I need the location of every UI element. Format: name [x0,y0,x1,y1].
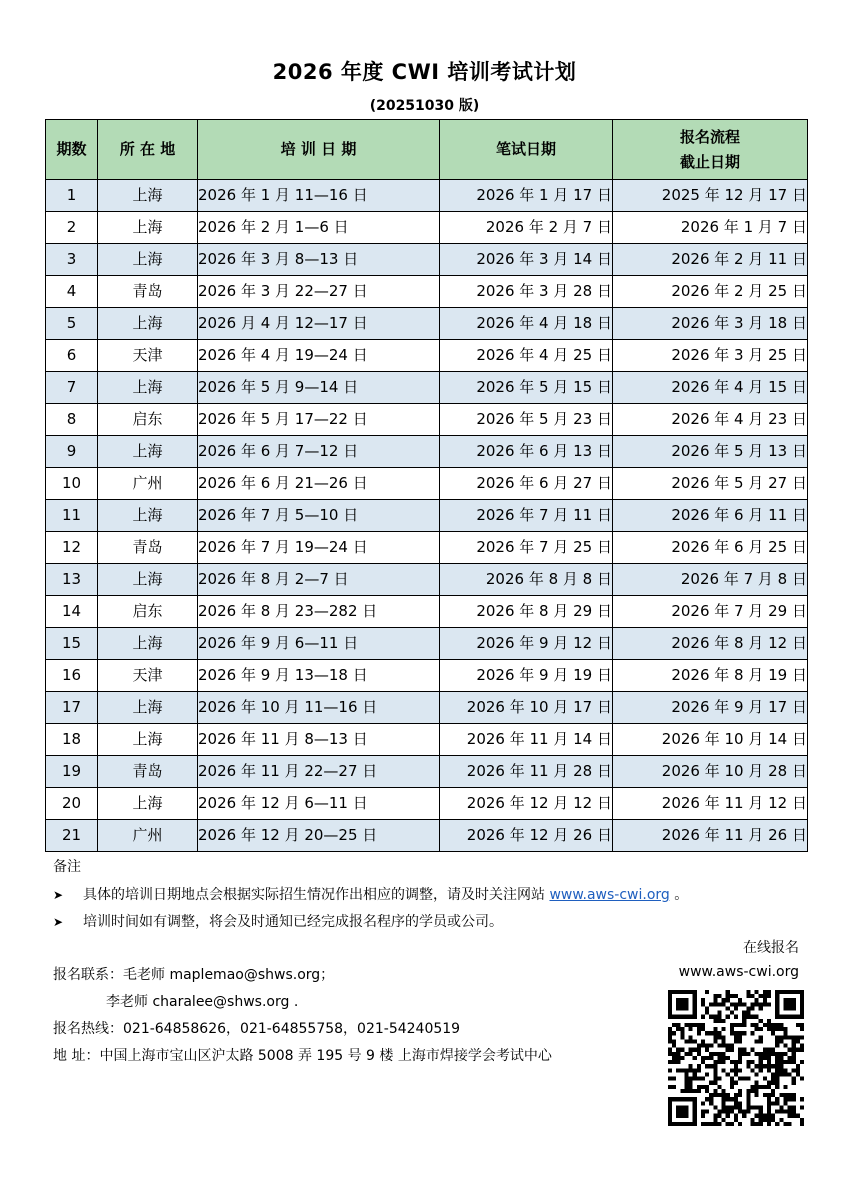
cell-deadline: 2026 年 11 月 26 日 [613,820,808,852]
cell-deadline: 2026 年 4 月 15 日 [613,372,808,404]
note-text: 具体的培训日期地点会根据实际招生情况作出相应的调整，请及时关注网站 [83,887,550,903]
cell-period: 15 [46,628,98,660]
table-row [46,564,808,596]
cell-deadline: 2026 年 5 月 13 日 [613,436,808,468]
cell-period: 19 [46,756,98,788]
table-row [46,820,808,852]
table-row [46,404,808,436]
table-row [46,692,808,724]
contact-line-2: 李老师 charalee@shws.org . [106,994,299,1010]
cell-deadline: 2026 年 5 月 27 日 [613,468,808,500]
table-row [46,276,808,308]
cell-training-date: 2026 年 5 月 9—14 日 [198,372,440,404]
cell-period: 20 [46,788,98,820]
cell-period: 13 [46,564,98,596]
table-row [46,468,808,500]
document-title: 2026 年度 CWI 培训考试计划 [272,60,577,84]
cell-training-date: 2026 年 12 月 6—11 日 [198,788,440,820]
cell-location: 青岛 [98,532,198,564]
cell-location: 上海 [98,244,198,276]
schedule-table [45,119,808,852]
online-registration-site: www.aws-cwi.org [678,964,799,980]
website-link[interactable]: www.aws-cwi.org [549,887,670,903]
cell-deadline: 2026 年 6 月 25 日 [613,532,808,564]
hotline: 报名热线：021-64858626，021-64855758，021-54240519 [53,1021,461,1037]
cell-location: 天津 [98,340,198,372]
table-body [46,180,808,852]
cell-location: 上海 [98,436,198,468]
cell-training-date: 2026 年 9 月 6—11 日 [198,628,440,660]
cell-location: 上海 [98,180,198,212]
notes-title: 备注 [53,859,81,875]
cell-deadline: 2026 年 7 月 8 日 [613,564,808,596]
cell-period: 16 [46,660,98,692]
cell-exam-date: 2026 年 4 月 25 日 [440,340,613,372]
cell-period: 17 [46,692,98,724]
table-row [46,212,808,244]
cell-exam-date: 2026 年 6 月 13 日 [440,436,613,468]
cell-training-date: 2026 年 4 月 19—24 日 [198,340,440,372]
header-training-date: 培 训 日 期 [198,120,440,180]
header-location: 所 在 地 [98,120,198,180]
cell-location: 上海 [98,212,198,244]
cell-training-date: 2026 年 7 月 5—10 日 [198,500,440,532]
cell-period: 9 [46,436,98,468]
address-text: 中国上海市宝山区沪太路 5008 弄 195 号 9 楼 上海市焊接学会考试中心 [99,1048,552,1064]
note-tail: 。 [669,887,689,903]
cell-deadline: 2026 年 2 月 11 日 [613,244,808,276]
cell-exam-date: 2026 年 2 月 7 日 [440,212,613,244]
cell-exam-date: 2026 年 3 月 28 日 [440,276,613,308]
cell-exam-date: 2026 年 8 月 29 日 [440,596,613,628]
address-label: 地 址： [53,1048,100,1064]
table-row [46,628,808,660]
cell-exam-date: 2026 年 3 月 14 日 [440,244,613,276]
online-registration-label: 在线报名 [743,940,799,956]
cell-deadline: 2026 年 8 月 19 日 [613,660,808,692]
cell-deadline: 2026 年 1 月 7 日 [613,212,808,244]
cell-deadline: 2026 年 3 月 18 日 [613,308,808,340]
arrow-bullet-icon: ➤ [53,915,64,929]
cell-period: 10 [46,468,98,500]
cell-location: 上海 [98,628,198,660]
cell-exam-date: 2026 年 5 月 23 日 [440,404,613,436]
cell-training-date: 2026 年 11 月 22—27 日 [198,756,440,788]
cell-exam-date: 2026 年 6 月 27 日 [440,468,613,500]
cell-deadline: 2026 年 7 月 29 日 [613,596,808,628]
header-deadline-line2: 截止日期 [679,152,740,171]
cell-location: 上海 [98,372,198,404]
cell-location: 天津 [98,660,198,692]
arrow-bullet-icon: ➤ [53,888,64,902]
cell-deadline: 2026 年 9 月 17 日 [613,692,808,724]
table-row [46,340,808,372]
cell-training-date: 2026 年 6 月 21—26 日 [198,468,440,500]
cell-location: 启东 [98,404,198,436]
table-row [46,372,808,404]
cell-deadline: 2026 年 3 月 25 日 [613,340,808,372]
note-item [53,884,688,904]
cell-training-date: 2026 年 1 月 11—16 日 [198,180,440,212]
cell-exam-date: 2026 年 4 月 18 日 [440,308,613,340]
cell-deadline: 2026 年 10 月 28 日 [613,756,808,788]
cell-exam-date: 2026 年 9 月 12 日 [440,628,613,660]
cell-period: 6 [46,340,98,372]
cell-period: 21 [46,820,98,852]
table-row [46,244,808,276]
cell-period: 2 [46,212,98,244]
cell-exam-date: 2026 年 7 月 11 日 [440,500,613,532]
cell-training-date: 2026 年 3 月 8—13 日 [198,244,440,276]
cell-location: 上海 [98,788,198,820]
cell-location: 上海 [98,308,198,340]
cell-deadline: 2026 年 6 月 11 日 [613,500,808,532]
note-text: 培训时间如有调整，将会及时通知已经完成报名程序的学员或公司。 [83,914,503,930]
table-row [46,660,808,692]
cell-training-date: 2026 年 7 月 19—24 日 [198,532,440,564]
cell-period: 1 [46,180,98,212]
cell-exam-date: 2026 年 9 月 19 日 [440,660,613,692]
cell-location: 上海 [98,724,198,756]
header-deadline-line1: 报名流程 [679,127,740,146]
cell-exam-date: 2026 年 8 月 8 日 [440,564,613,596]
qr-code-icon[interactable] [668,990,804,1126]
cell-exam-date: 2026 年 12 月 12 日 [440,788,613,820]
table-row [46,596,808,628]
address-line [53,1045,552,1065]
cell-period: 12 [46,532,98,564]
table-row [46,756,808,788]
table-row [46,180,808,212]
cell-training-date: 2026 年 5 月 17—22 日 [198,404,440,436]
header-period: 期数 [46,120,98,180]
cell-period: 11 [46,500,98,532]
cell-exam-date: 2026 年 5 月 15 日 [440,372,613,404]
cell-training-date: 2026 年 2 月 1—6 日 [198,212,440,244]
cell-period: 7 [46,372,98,404]
cell-training-date: 2026 年 9 月 13—18 日 [198,660,440,692]
document-version: (20251030 版) [369,98,480,114]
cell-period: 18 [46,724,98,756]
cell-location: 上海 [98,692,198,724]
cell-location: 上海 [98,500,198,532]
cell-training-date: 2026 年 10 月 11—16 日 [198,692,440,724]
cell-deadline: 2025 年 12 月 17 日 [613,180,808,212]
cell-location: 青岛 [98,276,198,308]
table-row [46,724,808,756]
cell-period: 8 [46,404,98,436]
cell-deadline: 2026 年 10 月 14 日 [613,724,808,756]
cell-training-date: 2026 年 8 月 2—7 日 [198,564,440,596]
cell-exam-date: 2026 年 7 月 25 日 [440,532,613,564]
header-exam-date: 笔试日期 [440,120,613,180]
cell-period: 5 [46,308,98,340]
table-row [46,532,808,564]
cell-exam-date: 2026 年 1 月 17 日 [440,180,613,212]
cell-location: 广州 [98,820,198,852]
table-header [46,120,808,180]
cell-training-date: 2026 年 12 月 20—25 日 [198,820,440,852]
table-row [46,500,808,532]
cell-period: 14 [46,596,98,628]
cell-location: 广州 [98,468,198,500]
cell-exam-date: 2026 年 10 月 17 日 [440,692,613,724]
cell-location: 上海 [98,564,198,596]
header-deadline [613,120,808,180]
cell-period: 3 [46,244,98,276]
cell-training-date: 2026 月 4 月 12—17 日 [198,308,440,340]
cell-deadline: 2026 年 8 月 12 日 [613,628,808,660]
cell-training-date: 2026 年 11 月 8—13 日 [198,724,440,756]
cell-deadline: 2026 年 4 月 23 日 [613,404,808,436]
cell-exam-date: 2026 年 11 月 28 日 [440,756,613,788]
cell-training-date: 2026 年 8 月 23—282 日 [198,596,440,628]
cell-location: 青岛 [98,756,198,788]
table-row [46,308,808,340]
cell-deadline: 2026 年 11 月 12 日 [613,788,808,820]
note-item [53,911,503,931]
cell-training-date: 2026 年 6 月 7—12 日 [198,436,440,468]
cell-deadline: 2026 年 2 月 25 日 [613,276,808,308]
cell-location: 启东 [98,596,198,628]
cell-exam-date: 2026 年 11 月 14 日 [440,724,613,756]
contact-line-1: 报名联系：毛老师 maplemao@shws.org； [53,967,335,983]
cell-training-date: 2026 年 3 月 22—27 日 [198,276,440,308]
cell-period: 4 [46,276,98,308]
table-row [46,788,808,820]
cell-exam-date: 2026 年 12 月 26 日 [440,820,613,852]
table-row [46,436,808,468]
